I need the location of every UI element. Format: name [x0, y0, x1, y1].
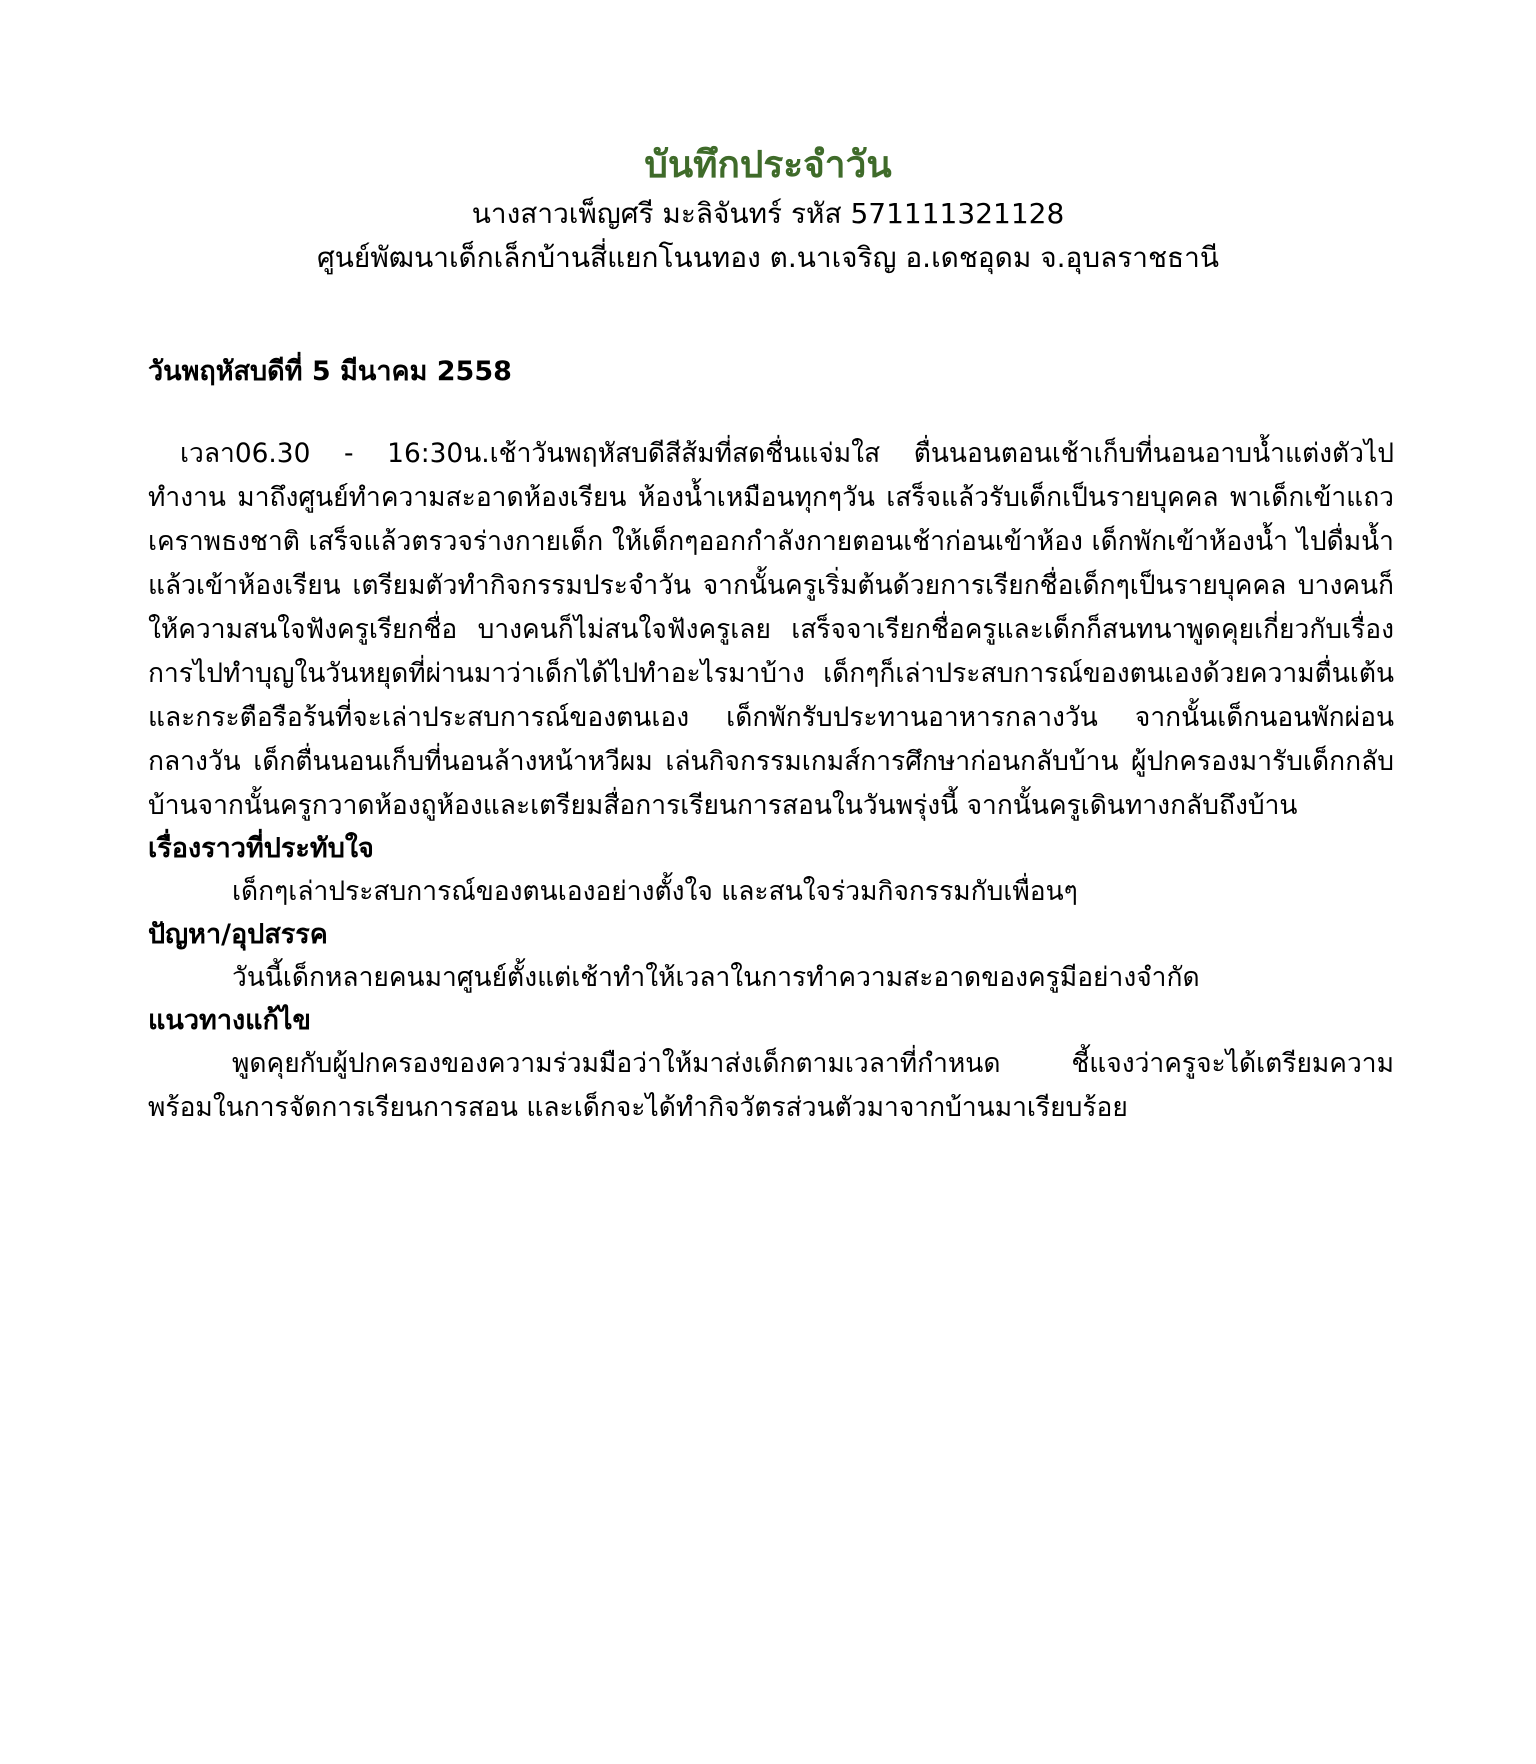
center-address-line: ศูนย์พัฒนาเด็กเล็กบ้านสี่แยกโนนทอง ต.นาเจริญ อ.เดชอุดม จ.อุบลราชธานี — [317, 241, 1219, 274]
entry-body: เวลา06.30 - 16:30น.เช้าวันพฤหัสบดีสีส้มที่สดชื่นแจ่มใส ตื่นนอนตอนเช้าเก็บที่นอนอาบน้ำแต่งตัวไปทำงาน มาถึงศูนย์ทำความสะอาดห้องเรียน ห้องน้ำเหมือนทุกๆวัน เสร็จแล้วรับเด็กเป็นรายบุคคล พาเด็กเข้าแถวเคราพธงชาติ เสร็จแล้วตรวจร่างกายเด็ก ให้เด็กๆออกกำลังกายตอนเช้าก่อนเข้าห้อง เด็กพักเข้าห้องน้ำ ไปดื่มน้ำ แล้วเข้าห้องเรียน เตรียมตัวทำกิจกรรมประจำวัน จากนั้นครูเริ่มต้นด้วยการเรียกชื่อเด็กๆเป็นรายบุคคล บางคนก็ให้ความสนใจฟังครูเรียกชื่อ บางคนก็ไม่สนใจฟังครูเลย เสร็จจาเรียกชื่อครูและเด็กก็สนทนาพูดคุยเกี่ยวกับเรื่องการไปทำบุญในวันหยุดที่ผ่านมาว่าเด็กได้ไปทำอะไรมาบ้าง เด็กๆก็เล่าประสบการณ์ของตนเองด้วยความตื่นเต้น และกระตือรือร้นที่จะเล่าประสบการณ์ของตนเอง เด็กพักรับประทานอาหารกลางวัน จากนั้นเด็กนอนพักผ่อนกลางวัน เด็กตื่นนอนเก็บที่นอนล้างหน้าหวีผม เล่นกิจกรรมเกมส์การศึกษาก่อนกลับบ้าน ผู้ปกครองมารับเด็กกลับบ้านจากนั้นครูกวาดห้องถูห้องและเตรียมสื่อการเรียนการสอนในวันพรุ่งนี้ จากนั้นครูเดินทางกลับถึงบ้าน — [148, 438, 1394, 821]
author-line: นางสาวเพ็ญศรี มะลิจันทร์ รหัส 571111321128 — [471, 197, 1065, 230]
problem-text: วันนี้เด็กหลายคนมาศูนย์ตั้งแต่เช้าทำให้เวลาในการทำความสะอาดของครูมีอย่างจำกัด — [232, 962, 1200, 993]
problem-heading: ปัญหา/อุปสรรค — [148, 919, 328, 950]
impression-heading: เรื่องราวที่ประทับใจ — [148, 833, 374, 864]
solution-heading: แนวทางแก้ไข — [148, 1005, 311, 1036]
solution-text: พูดคุยกับผู้ปกครองของความร่วมมือว่าให้มาส่งเด็กตามเวลาที่กำหนด ชี้แจงว่าครูจะได้เตรียมความพร้อมในการจัดการเรียนการสอน และเด็กจะได้ทำกิจวัตรส่วนตัวมาจากบ้านมาเรียบร้อย — [148, 1048, 1394, 1123]
page-title: บันทึกประจำวัน — [644, 143, 892, 186]
entry-date: วันพฤหัสบดีที่ 5 มีนาคม 2558 — [148, 356, 512, 387]
diary-content — [148, 352, 1394, 1130]
impression-text: เด็กๆเล่าประสบการณ์ของตนเองอย่างตั้งใจ และสนใจร่วมกิจกรรมกับเพื่อนๆ — [232, 876, 1078, 907]
document-header — [0, 138, 1536, 280]
